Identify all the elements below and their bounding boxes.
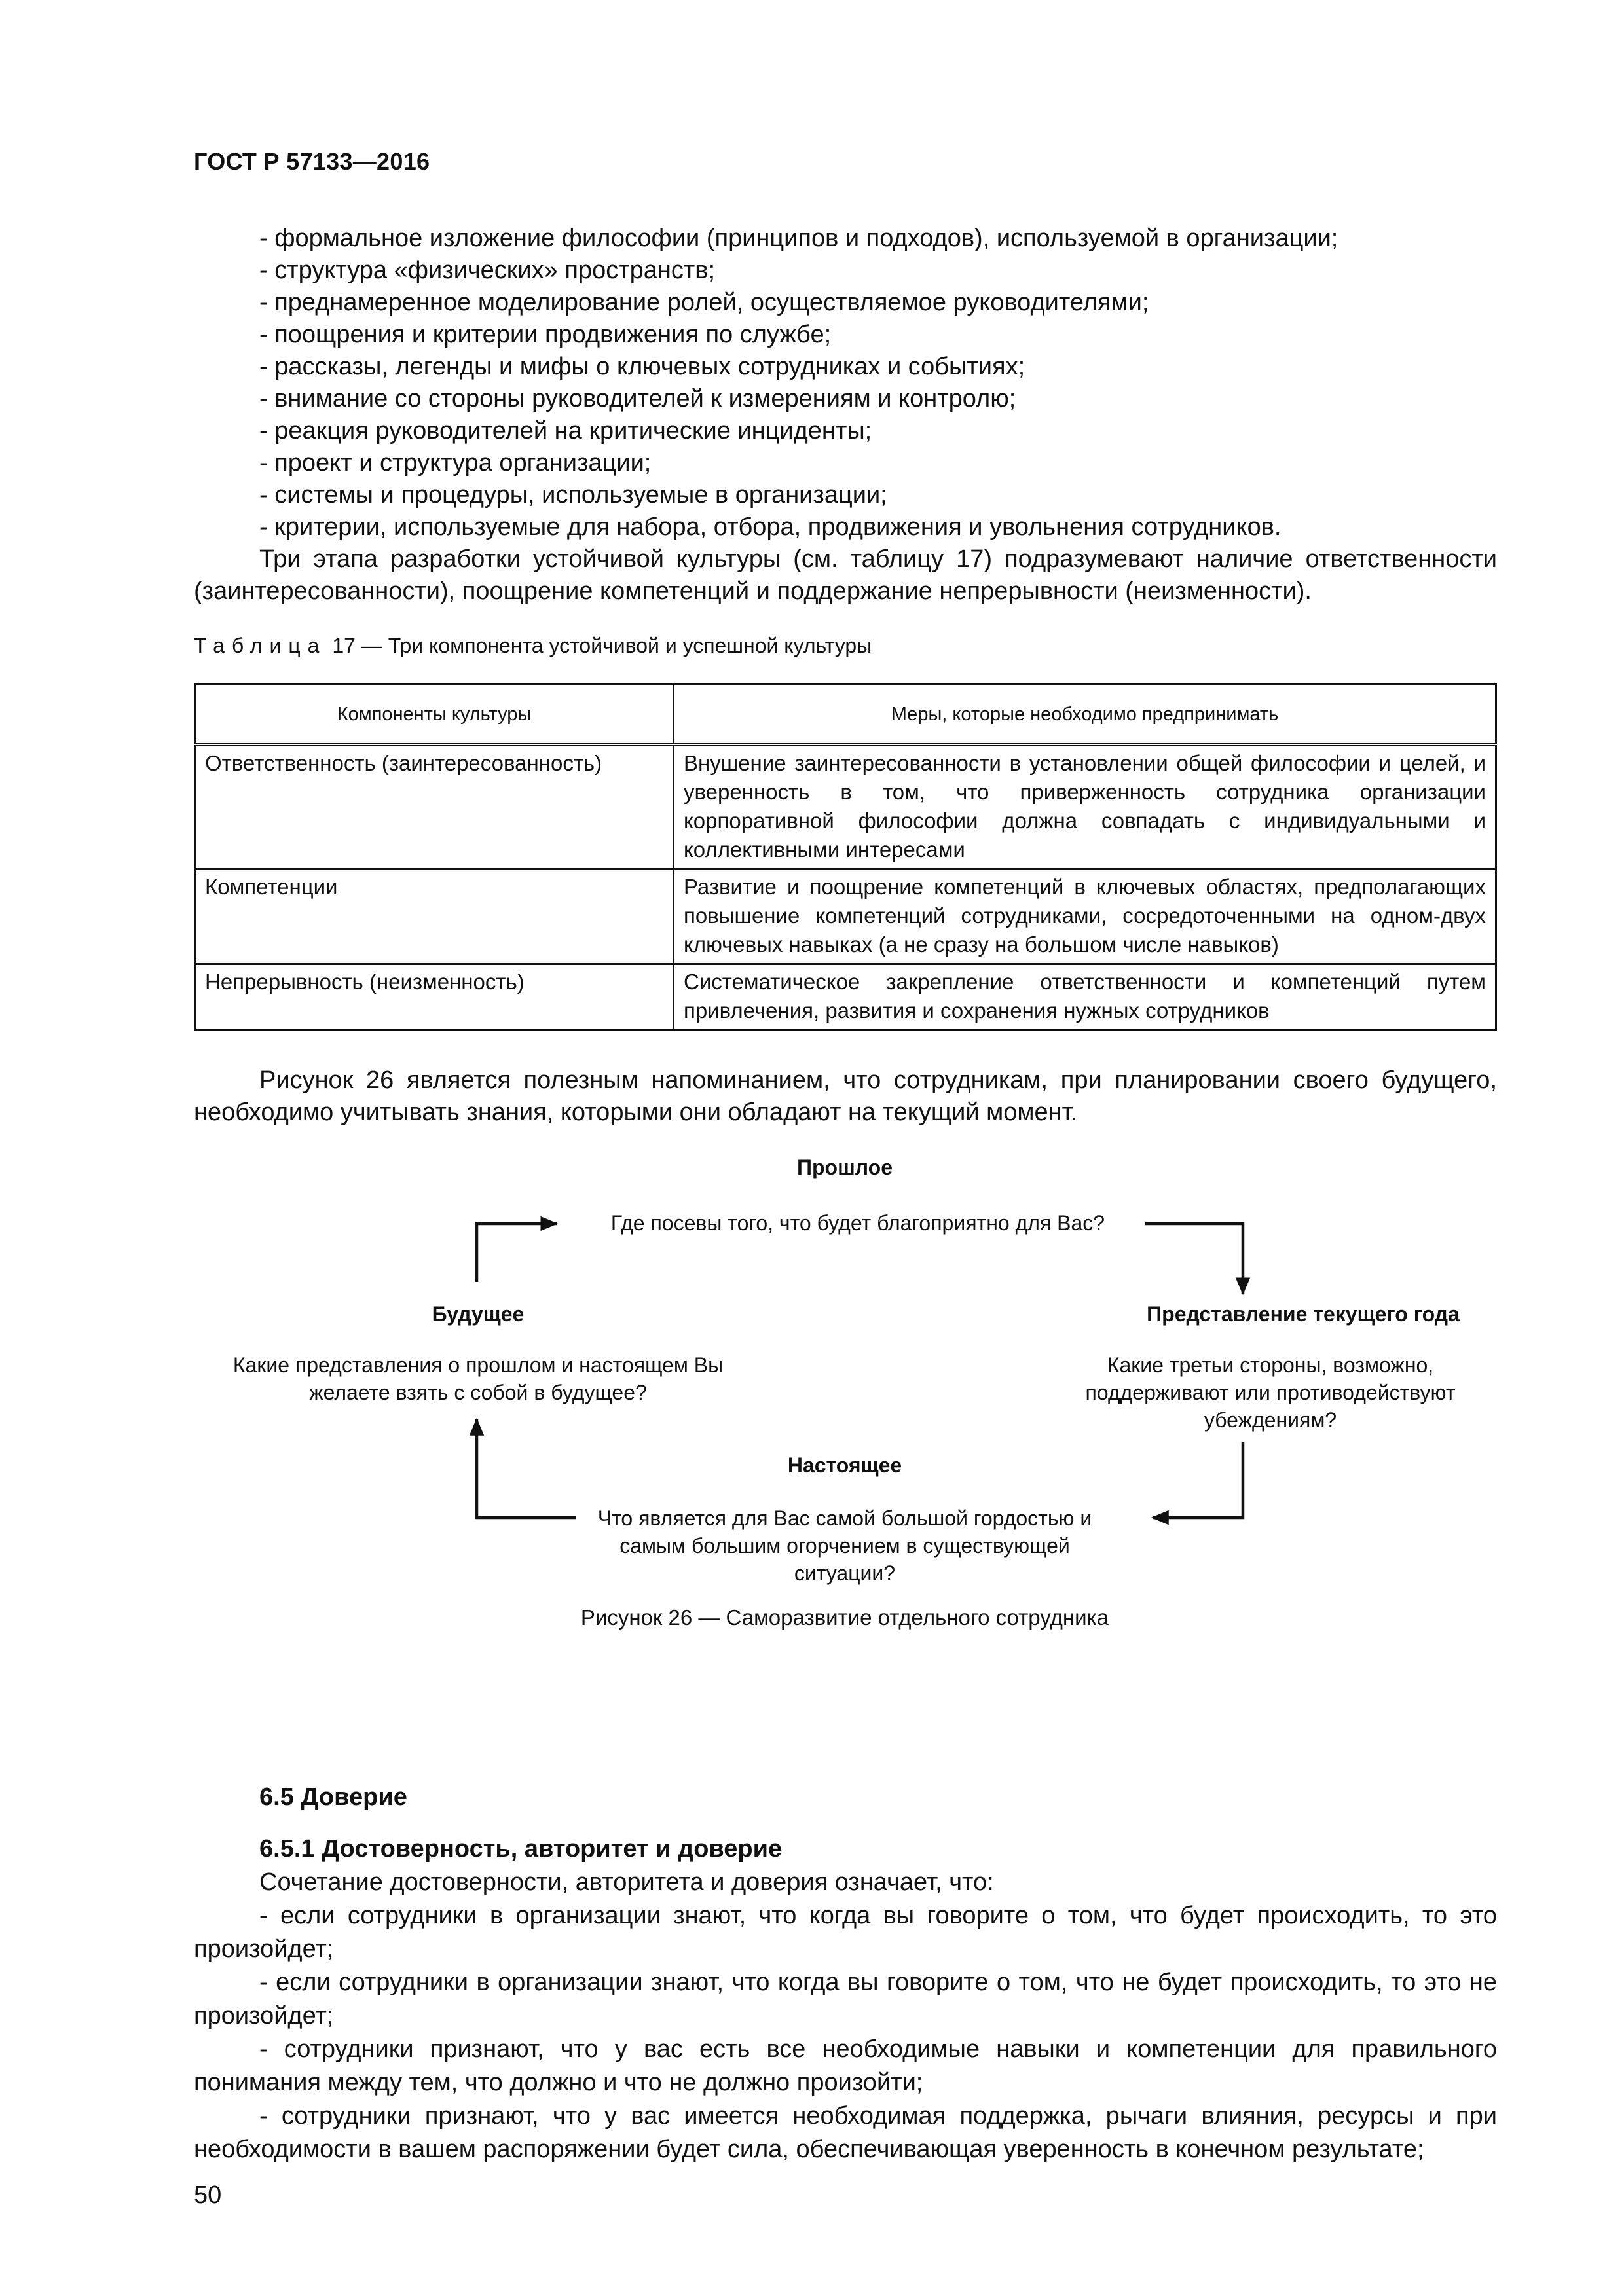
list-item: - формальное изложение философии (принципов и подходов), используемой в организации; (259, 225, 1338, 252)
table-header-cell: Меры, которые необходимо предпринимать (674, 685, 1496, 745)
figure-future-title: Будущее (432, 1302, 525, 1326)
figure-present-question: Что является для Вас самой большой гордостью и самым большим огорчением в существующей ситуации? (597, 1506, 1092, 1585)
paragraph-figure-intro: Рисунок 26 является полезным напоминанием, что сотрудникам, при планировании своего будущего, необходимо учитывать знания, которыми они обладают на текущий момент. (194, 1066, 1497, 1126)
figure-current-title: Представление текущего года (1147, 1302, 1460, 1326)
subsection-heading: 6.5.1 Достоверность, авторитет и доверие (259, 1835, 783, 1863)
table-cell: Систематическое закрепление ответственности и компетенций путем привлечения, развития и сохранения нужных сотрудников (674, 964, 1496, 1030)
page-number: 50 (194, 2181, 222, 2209)
list-item: - сотрудники признают, что у вас имеется необходимая поддержка, рычаги влияния, ресурсы и при необходимости в вашем распоряжении будет сила, обеспечивающая уверенность в конечном результате; (194, 2102, 1497, 2163)
table-cell: Ответственность (заинтересованность) (195, 745, 674, 869)
figure-caption: Рисунок 26 — Саморазвитие отдельного сотрудника (580, 1605, 1109, 1630)
arrow-past-to-current (1145, 1224, 1243, 1294)
table-cell: Компетенции (195, 869, 674, 964)
document-header: ГОСТ Р 57133—2016 (194, 148, 430, 175)
section-intro: Сочетание достоверности, авторитета и доверия означает, что: (259, 1868, 994, 1896)
list-item: - если сотрудники в организации знают, что когда вы говорите о том, что не будет происходить, то это не произойдет; (194, 1969, 1497, 2030)
paragraph-table-intro: Три этапа разработки устойчивой культуры (см. таблицу 17) подразумевают наличие ответственности (заинтересованности), поощрение компетенций и поддержание непрерывности (неизменности). (194, 545, 1497, 605)
table-caption-text: 17 — Три компонента устойчивой и успешной культуры (332, 634, 872, 657)
table-caption-word: Таблица (194, 634, 327, 657)
list-item: - системы и процедуры, используемые в организации; (259, 481, 887, 509)
table-cell: Внушение заинтересованности в установлении общей философии и целей, и уверенность в том, что приверженность сотрудника организации корпоративной философии должна совпадать с индивидуальными и коллективными интересами (674, 745, 1496, 869)
figure-present-title: Настоящее (787, 1453, 902, 1477)
list-item: - поощрения и критерии продвижения по службе; (259, 321, 832, 348)
section-trust (194, 1781, 1497, 2166)
figure-past-question: Где посевы того, что будет благоприятно для Вас? (610, 1211, 1105, 1235)
figure-future-question: Какие представления о прошлом и настоящем Вы желаете взять с собой в будущее? (232, 1353, 724, 1404)
list-item: - преднамеренное моделирование ролей, осуществляемое руководителями; (259, 289, 1149, 316)
list-item: - если сотрудники в организации знают, что когда вы говорите о том, что будет происходить, то это произойдет; (194, 1902, 1497, 1963)
list-item: - внимание со стороны руководителей к измерениям и контролю; (259, 385, 1016, 412)
arrow-present-to-future (477, 1419, 576, 1518)
arrow-future-to-past (477, 1224, 557, 1282)
list-item: - рассказы, легенды и мифы о ключевых сотрудниках и событиях; (259, 353, 1025, 380)
list-item: - структура «физических» пространств; (259, 257, 716, 284)
list-item: - реакция руководителей на критические инциденты; (259, 417, 872, 445)
list-item: - критерии, используемые для набора, отбора, продвижения и увольнения сотрудников. (259, 513, 1282, 541)
figure-past-title: Прошлое (796, 1156, 893, 1179)
arrow-current-to-present (1153, 1442, 1243, 1518)
section-heading: 6.5 Доверие (259, 1783, 407, 1811)
table-cell: Развитие и поощрение компетенций в ключевых областях, предполагающих повышение компетенций сотрудниками, сосредоточенными на одном-двух ключевых навыках (а не сразу на большом числе навыков) (674, 869, 1496, 964)
list-item: - проект и структура организации; (259, 449, 652, 477)
figure-current-question: Какие третьи стороны, возможно, поддерживают или противодействуют убеждениям? (1085, 1353, 1456, 1432)
table-cell: Непрерывность (неизменность) (195, 964, 674, 1030)
list-item: - сотрудники признают, что у вас есть все необходимые навыки и компетенции для правильного понимания между тем, что должно и что не должно произойти; (194, 2035, 1497, 2096)
table-header-cell: Компоненты культуры (195, 685, 674, 745)
